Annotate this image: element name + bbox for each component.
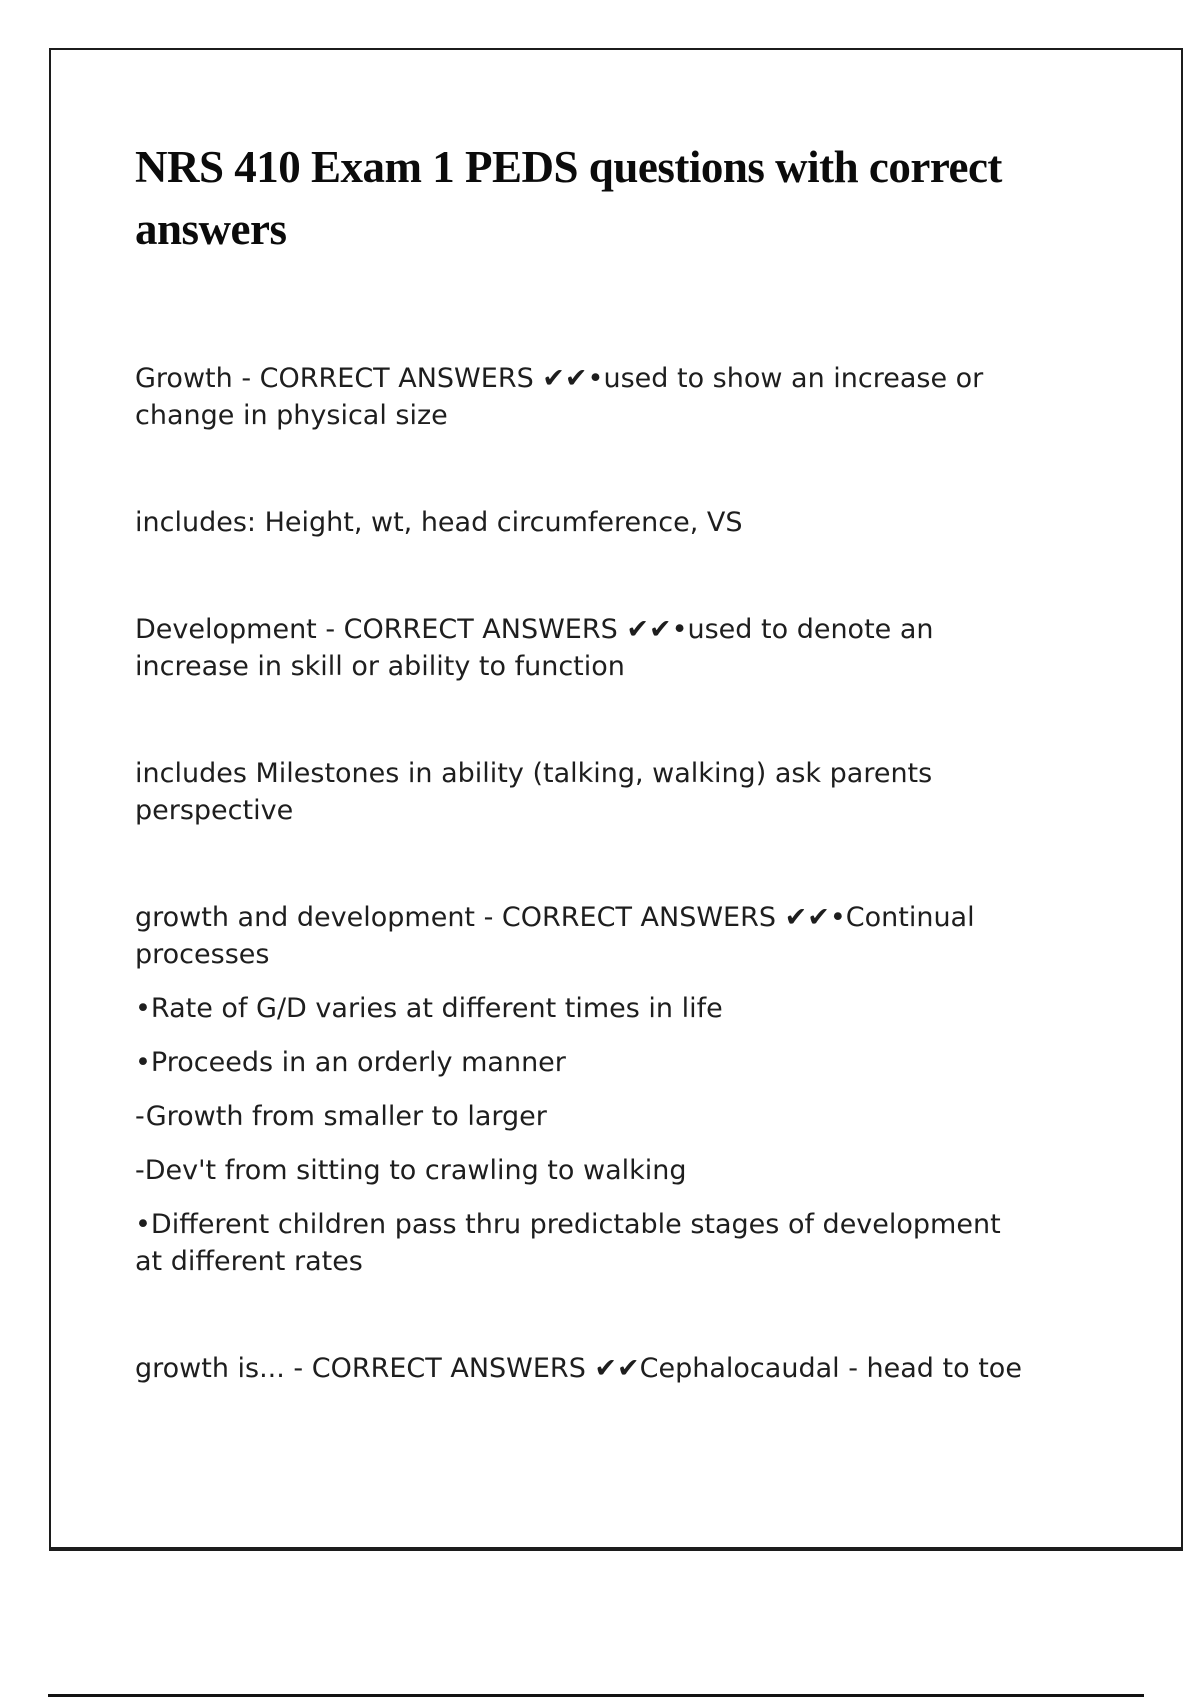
bullet-proceeds-orderly [135,1044,1053,1081]
text-line: processes [135,939,270,970]
bullet-different-children [135,1206,1053,1280]
text-line: -Dev't from sitting to crawling to walking [135,1155,687,1186]
text-line: includes Milestones in ability (talking, walking) ask parents [135,758,933,789]
bullet-rate-of-gd [135,990,1053,1027]
qa-paragraph-development [135,611,1053,685]
text-line: •Rate of G/D varies at different times in life [135,993,723,1024]
dash-devt-sitting-crawling [135,1152,1053,1189]
text-line: increase in skill or ability to function [135,651,625,682]
text-line: Growth - CORRECT ANSWERS ✔✔•used to show an increase or [135,363,984,394]
page-border-frame [49,48,1183,1551]
qa-paragraph-growth [135,360,1053,434]
text-line: Development - CORRECT ANSWERS ✔✔•used to denote an [135,614,934,645]
text-line: -Growth from smaller to larger [135,1101,547,1132]
qa-paragraph-growth-and-development [135,899,1053,973]
text-line: •Different children pass thru predictable stages of development [135,1209,1001,1240]
text-line: at different rates [135,1246,363,1277]
dash-growth-smaller-to-larger [135,1098,1053,1135]
text-line: change in physical size [135,400,448,431]
text-line: •Proceeds in an orderly manner [135,1047,566,1078]
document-title: NRS 410 Exam 1 PEDS questions with correct answers [135,142,1002,254]
qa-paragraph-development-includes [135,755,1053,829]
qa-paragraph-growth-includes [135,504,1053,541]
text-line: growth is... - CORRECT ANSWERS ✔✔Cephalocaudal - head to toe [135,1353,1022,1384]
qa-paragraph-growth-is [135,1350,1053,1387]
document-body [135,360,1053,1387]
text-line: perspective [135,795,294,826]
text-line: includes: Height, wt, head circumference, VS [135,507,743,538]
footer-divider [48,1694,1144,1697]
text-line: growth and development - CORRECT ANSWERS ✔✔•Continual [135,902,975,933]
